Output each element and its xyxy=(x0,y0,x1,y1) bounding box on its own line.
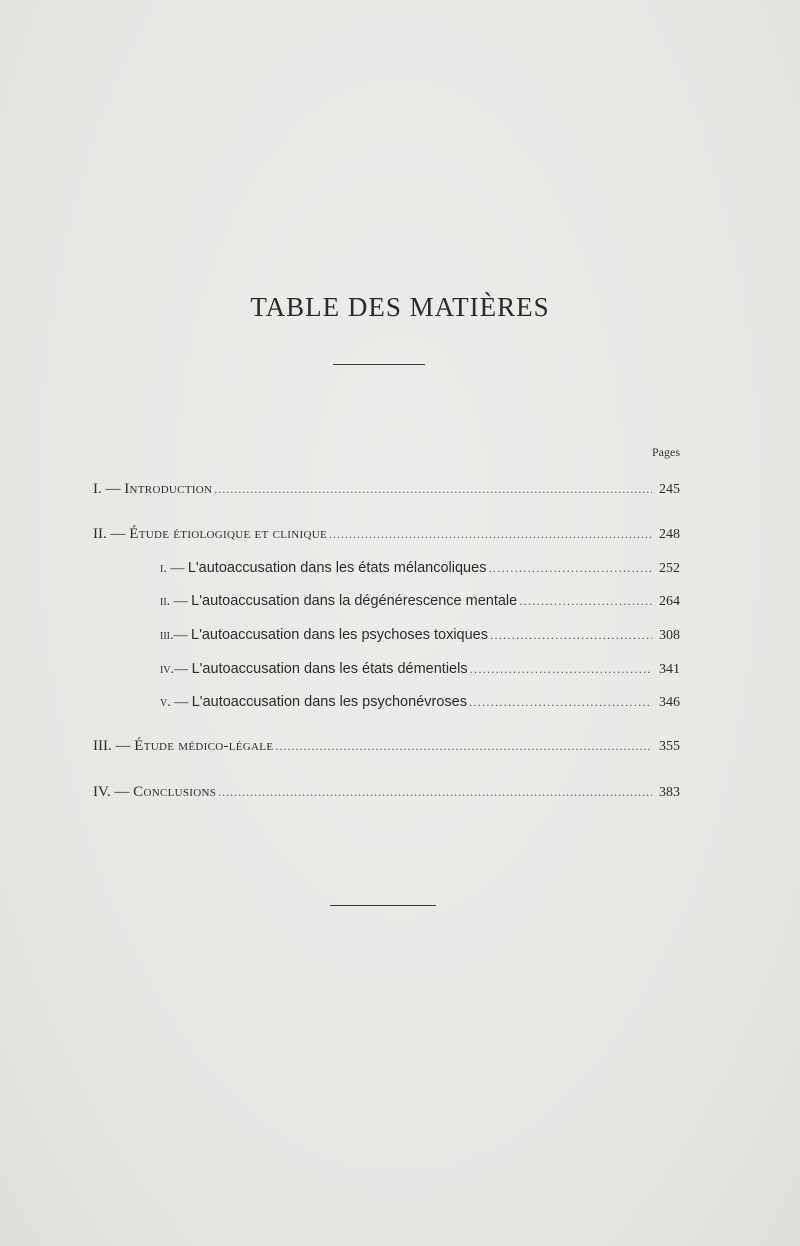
toc-entry-number: IV. — xyxy=(93,784,134,800)
toc-entry-number: v. — xyxy=(160,695,192,710)
toc-entry-page: 355 xyxy=(659,739,680,754)
dot-leader xyxy=(218,782,652,802)
toc-subentry-psychoses-toxiques xyxy=(160,625,680,645)
toc-entry-page: 245 xyxy=(659,482,680,497)
toc-entry-page: 252 xyxy=(659,561,680,576)
toc-entry-label: Conclusions xyxy=(133,784,217,800)
toc-entry-number: II. — xyxy=(93,526,130,542)
toc-entry-page: 264 xyxy=(659,594,680,609)
toc-entry-page: 308 xyxy=(659,628,680,643)
dot-leader xyxy=(275,736,652,756)
toc-entry-page: 346 xyxy=(659,695,680,710)
dot-leader xyxy=(519,591,652,611)
toc-subentry-dementiels xyxy=(160,659,680,679)
page-title: TABLE DES MATIÈRES xyxy=(250,292,550,322)
toc-entry-label: L'autoaccusation dans les psychoses toxiques xyxy=(191,627,488,643)
toc-entry-label: Étude médico-légale xyxy=(134,738,274,754)
toc-entry-medico-legale xyxy=(93,736,680,756)
toc-entry-conclusions xyxy=(93,782,680,802)
dot-leader xyxy=(469,692,652,712)
toc-entry-label: Étude étiologique et clinique xyxy=(129,526,327,542)
toc-entry-number: I. — xyxy=(93,481,125,497)
dot-leader xyxy=(488,558,652,578)
toc-entry-label: L'autoaccusation dans les psychonévroses xyxy=(191,694,467,710)
toc-entry-number: i. — xyxy=(160,561,188,576)
toc-entry-page: 383 xyxy=(659,785,680,800)
dot-leader xyxy=(329,524,652,544)
toc-entry-number: III. — xyxy=(93,738,135,754)
toc-subentry-psychonevroses xyxy=(160,692,680,712)
toc-entry-introduction xyxy=(93,479,680,499)
toc-entry-label: L'autoaccusation dans les états démentiels xyxy=(191,661,468,677)
toc-entry-number: iii.— xyxy=(160,628,191,643)
dot-leader xyxy=(490,625,652,645)
toc-subentry-melancoliques xyxy=(160,558,680,578)
title-divider xyxy=(333,364,425,365)
toc-entry-page: 248 xyxy=(659,527,680,542)
toc-entry-page: 341 xyxy=(659,662,680,677)
toc-entry-number: ii. — xyxy=(160,594,192,609)
dot-leader xyxy=(214,479,652,499)
toc-subentry-degenerescence xyxy=(160,591,680,611)
toc-entry-etude-etiologique xyxy=(93,524,680,544)
toc-entry-label: Introduction xyxy=(124,481,213,497)
dot-leader xyxy=(470,659,652,679)
toc-entry-label: L'autoaccusation dans les états mélancoliques xyxy=(187,560,487,576)
closing-divider xyxy=(330,905,436,906)
toc-entry-number: iv.— xyxy=(160,662,192,677)
pages-column-label: Pages xyxy=(652,445,680,459)
toc-entry-label: L'autoaccusation dans la dégénérescence mentale xyxy=(191,593,518,609)
